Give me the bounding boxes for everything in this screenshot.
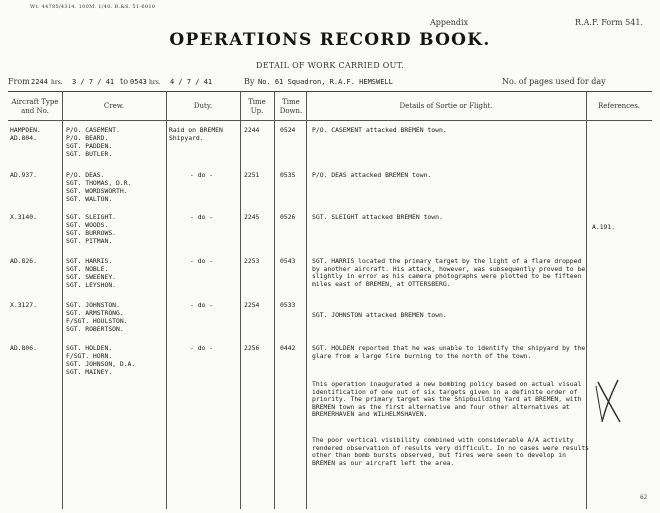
header-time-up: Time Up. bbox=[248, 98, 266, 115]
time-up: 2254 bbox=[244, 301, 260, 309]
time-up: 2245 bbox=[244, 213, 260, 221]
column-rule bbox=[240, 91, 241, 509]
crew-member: SGT. BUTLER. bbox=[66, 150, 113, 158]
time-up: 2251 bbox=[244, 171, 260, 179]
aircraft-number: AD.806. bbox=[10, 344, 37, 352]
header-details: Details of Sortie or Flight. bbox=[399, 102, 493, 110]
crew-member: SGT. MAINEY. bbox=[66, 368, 113, 376]
crew-member: SGT. HARRIS. bbox=[66, 257, 113, 265]
time-down: 0535 bbox=[280, 171, 296, 179]
page-title: OPERATIONS RECORD BOOK. bbox=[169, 30, 491, 50]
sortie-details: SGT. HOLDEN reported that he was unable to identify the shipyard by the glare from a large fire burning to the north of the town. bbox=[312, 344, 586, 360]
crew-member: SGT. PITMAN. bbox=[66, 237, 113, 245]
column-rule bbox=[166, 91, 167, 509]
summary-paragraph: The poor vertical visibility combined with considerable A/A activity rendered observation of results very difficult. In no cases were results other than bomb bursts observed, but fires were seen to develop in BREMEN as our aircraft left the area. bbox=[312, 436, 590, 467]
aircraft-number: X.3140. bbox=[10, 213, 37, 221]
time-down: 0533 bbox=[280, 301, 296, 309]
page-subtitle: DETAIL OF WORK CARRIED OUT. bbox=[256, 61, 404, 70]
crew-member: SGT. SLEIGHT. bbox=[66, 213, 117, 221]
duty: - do - bbox=[190, 344, 214, 352]
crew-member: P/O. CASEMENT. bbox=[66, 126, 120, 134]
sortie-details: P/O. CASEMENT attacked BREMEN town. bbox=[312, 126, 447, 134]
aircraft-number: AD.826. bbox=[10, 257, 37, 265]
time-up: 2256 bbox=[244, 344, 260, 352]
crew-member: SGT. ROBERTSON. bbox=[66, 325, 124, 333]
crew-member: SGT. NOBLE. bbox=[66, 265, 109, 273]
pages-label: No. of pages used for day bbox=[502, 77, 606, 86]
time-down: 0524 bbox=[280, 126, 296, 134]
header-crew: Crew. bbox=[103, 102, 125, 110]
crew-member: SGT. HOLDEN. bbox=[66, 344, 113, 352]
duty: - do - bbox=[190, 213, 214, 221]
crew-member: SGT. ARMSTRONG. bbox=[66, 309, 124, 317]
crew-member: P/O. BEARD. bbox=[66, 134, 109, 142]
time-down: 0543 bbox=[280, 257, 296, 265]
handwritten-cross-mark bbox=[590, 378, 630, 426]
duty: - do - bbox=[190, 301, 214, 309]
crew-member: SGT. WORDSWORTH. bbox=[66, 187, 128, 195]
duty: - do - bbox=[190, 257, 214, 265]
crew-member: SGT. PADDEN. bbox=[66, 142, 113, 150]
page-number: 62 bbox=[640, 494, 648, 501]
hrs-label-1: hrs. bbox=[51, 79, 63, 86]
header-rule bbox=[8, 120, 652, 121]
sortie-details: P/O. DEAS attacked BREMEN town. bbox=[312, 171, 432, 179]
appendix-label: Appendix bbox=[430, 18, 469, 27]
crew-member: SGT. SWEENEY. bbox=[66, 273, 117, 281]
duty: Shipyard. bbox=[169, 134, 204, 142]
to-label: to bbox=[120, 77, 129, 86]
from-date: 3 / 7 / 41 bbox=[72, 78, 115, 86]
crew-member: SGT. WALTON. bbox=[66, 195, 113, 203]
form-number: R.A.F. Form 541. bbox=[575, 18, 643, 27]
aircraft-number: AD.937. bbox=[10, 171, 37, 179]
aircraft-number: X.3127. bbox=[10, 301, 37, 309]
time-up: 2244 bbox=[244, 126, 260, 134]
to-time: 0543 bbox=[130, 78, 147, 86]
time-down: 0526 bbox=[280, 213, 296, 221]
crew-member: SGT. LEYSHON. bbox=[66, 281, 117, 289]
crew-member: P/O. DEAS. bbox=[66, 171, 105, 179]
crew-member: SGT. JOHNSON, D.A. bbox=[66, 360, 136, 368]
hrs-label-2: hrs. bbox=[149, 79, 161, 86]
crew-member: F/SGT. HORN. bbox=[66, 352, 113, 360]
by-label: By bbox=[244, 77, 255, 86]
duty: - do - bbox=[190, 171, 214, 179]
sortie-details: SGT. SLEIGHT attacked BREMEN town. bbox=[312, 213, 443, 221]
print-line: Wt. 44785/4314. 100M. 1/40. B.&S. 51-6010 bbox=[30, 4, 156, 10]
from-label: From bbox=[8, 77, 30, 86]
from-time: 2244 bbox=[31, 78, 48, 86]
column-rule bbox=[62, 91, 63, 509]
header-duty: Duty. bbox=[193, 102, 213, 110]
sortie-details: SGT. HARRIS located the primary target by the light of a flare dropped by another aircraft. His attack, however, was subsequently proved to be slightly in error as his camera photographs were plotted to be fifteen miles east of BREMEN, at OTTERSBERG. bbox=[312, 257, 586, 288]
aircraft-type: HAMPDEN. bbox=[10, 126, 41, 134]
aircraft-number: AD.804. bbox=[10, 134, 37, 142]
reference-number: A.191. bbox=[592, 223, 616, 231]
crew-member: SGT. WOODS. bbox=[66, 221, 109, 229]
header-time-down: Time Down. bbox=[279, 98, 303, 115]
crew-member: SGT. BURROWS. bbox=[66, 229, 117, 237]
time-down: 0442 bbox=[280, 344, 296, 352]
duty: Raid on BREMEN bbox=[169, 126, 223, 134]
column-rule bbox=[306, 91, 307, 509]
squadron-name: No. 61 Squadron, R.A.F. HEMSWELL bbox=[258, 78, 393, 86]
crew-member: SGT. JOHNSTON. bbox=[66, 301, 120, 309]
header-references: References. bbox=[597, 102, 641, 110]
to-date: 4 / 7 / 41 bbox=[170, 78, 213, 86]
column-rule bbox=[274, 91, 275, 509]
header-aircraft: Aircraft Type and No. bbox=[11, 98, 59, 115]
crew-member: SGT. THOMAS, D.R. bbox=[66, 179, 132, 187]
crew-member: F/SGT. HOULSTON. bbox=[66, 317, 128, 325]
time-up: 2253 bbox=[244, 257, 260, 265]
sortie-details: SGT. JOHNSTON attacked BREMEN town. bbox=[312, 311, 447, 319]
summary-paragraph: This operation inaugurated a new bombing policy based on actual visual identification of one out of six targets given in a definite order of priority. The primary target was the Shipbuilding Yard at BREMEN, with BREMEN town as the first alternative and four other alternatives at BREMERHAVEN and WILHELMSHAVEN. bbox=[312, 380, 582, 419]
